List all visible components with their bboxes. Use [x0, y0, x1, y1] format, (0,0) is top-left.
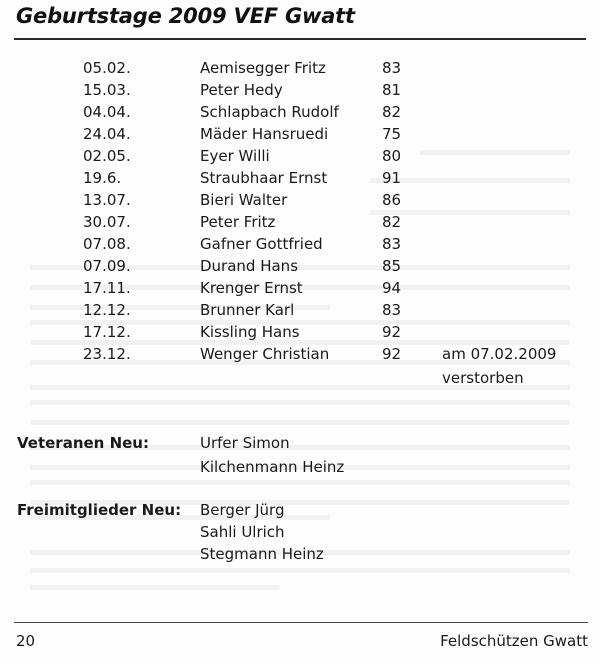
veteran-member: Urfer Simon [200, 434, 290, 452]
birthday-age: 80 [382, 147, 402, 165]
birthday-name: Bieri Walter [200, 191, 288, 209]
show-through-line [30, 420, 570, 425]
birthday-name: Wenger Christian [200, 345, 330, 363]
birthday-date: 15.03. [83, 81, 131, 99]
free-member: Sahli Ulrich [200, 523, 285, 541]
show-through-line [420, 150, 570, 155]
deceased-note-date: am 07.02.2009 [442, 345, 557, 363]
birthday-name: Mäder Hansruedi [200, 125, 329, 143]
birthday-name: Krenger Ernst [200, 279, 303, 297]
birthday-age: 83 [382, 301, 402, 319]
free-member: Stegmann Heinz [200, 545, 324, 563]
birthday-date: 19.6. [83, 169, 122, 187]
birthday-age: 92 [382, 345, 402, 363]
birthday-age: 83 [382, 59, 402, 77]
birthday-age: 82 [382, 103, 402, 121]
free-members-label: Freimitglieder Neu: [17, 501, 182, 519]
show-through-line [30, 480, 570, 485]
birthday-age: 91 [382, 169, 402, 187]
birthday-age: 92 [382, 323, 402, 341]
birthday-date: 07.08. [83, 235, 131, 253]
birthday-name: Eyer Willi [200, 147, 270, 165]
birthday-date: 17.12. [83, 323, 131, 341]
birthday-date: 13.07. [83, 191, 131, 209]
birthday-age: 83 [382, 235, 402, 253]
birthday-name: Peter Hedy [200, 81, 283, 99]
page-title: Geburtstage 2009 VEF Gwatt [16, 4, 355, 28]
birthday-name: Brunner Karl [200, 301, 295, 319]
birthday-age: 86 [382, 191, 402, 209]
veterans-label: Veteranen Neu: [17, 434, 149, 452]
birthday-date: 07.09. [83, 257, 131, 275]
veteran-member: Kilchenmann Heinz [200, 458, 345, 476]
show-through-line [30, 585, 280, 590]
birthday-name: Straubhaar Ernst [200, 169, 328, 187]
free-member: Berger Jürg [200, 501, 285, 519]
birthday-age: 75 [382, 125, 402, 143]
birthday-date: 02.05. [83, 147, 131, 165]
title-underline [14, 38, 586, 40]
birthday-name: Durand Hans [200, 257, 299, 275]
publication-name: Feldschützen Gwatt [440, 632, 588, 650]
birthday-date: 24.04. [83, 125, 131, 143]
deceased-note-label: verstorben [442, 369, 524, 387]
birthday-date: 04.04. [83, 103, 131, 121]
birthday-date: 05.02. [83, 59, 131, 77]
birthday-name: Schlapbach Rudolf [200, 103, 339, 121]
birthday-name: Aemisegger Fritz [200, 59, 326, 77]
birthday-age: 81 [382, 81, 402, 99]
birthday-name: Peter Fritz [200, 213, 276, 231]
birthday-date: 30.07. [83, 213, 131, 231]
birthday-date: 23.12. [83, 345, 131, 363]
birthday-age: 82 [382, 213, 402, 231]
footer-divider [14, 622, 588, 623]
birthday-name: Gafner Gottfried [200, 235, 323, 253]
show-through-line [30, 568, 570, 573]
birthday-date: 12.12. [83, 301, 131, 319]
birthday-name: Kissling Hans [200, 323, 300, 341]
show-through-line [30, 400, 570, 405]
page-number: 20 [16, 632, 36, 650]
birthday-age: 85 [382, 257, 402, 275]
birthday-age: 94 [382, 279, 402, 297]
birthday-date: 17.11. [83, 279, 131, 297]
